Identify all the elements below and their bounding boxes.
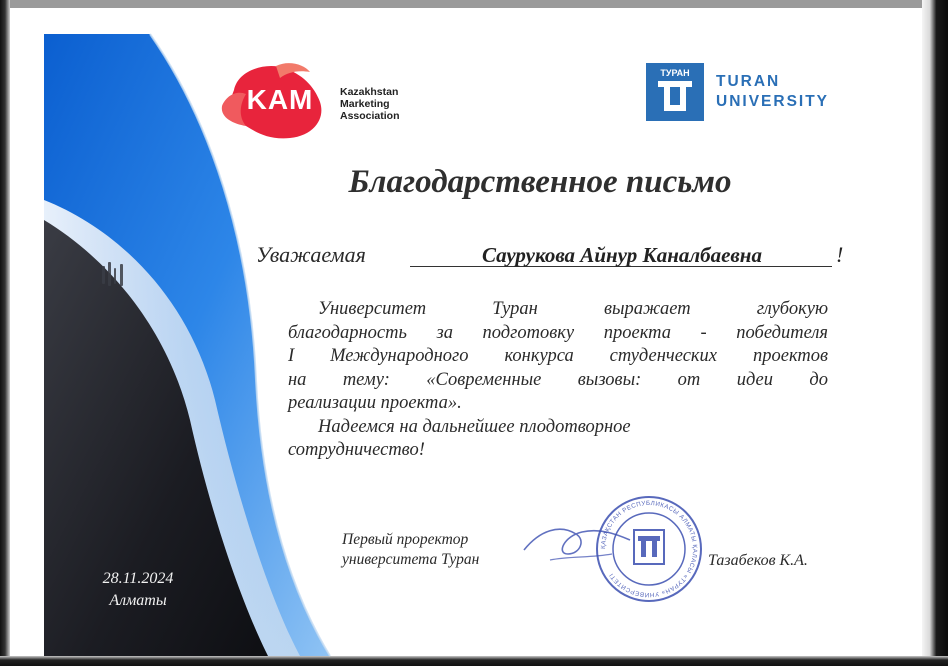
kam-org-line: Association <box>340 110 400 122</box>
greeting-exclamation: ! <box>836 242 844 267</box>
turan-university-name <box>716 72 829 112</box>
body-line: благодарность за подготовку проекта - победителя <box>288 322 828 343</box>
recipient-name: Саурукова Айнур Каналбаевна <box>482 243 762 267</box>
body-line: I Международного конкурса студенческих проектов <box>288 346 828 366</box>
kam-logo-abbr: KAM <box>246 84 314 115</box>
kam-org-line: Marketing <box>340 98 390 110</box>
signer-title-line: университета Туран <box>342 551 480 568</box>
svg-text:ҚАЗАҚСТАН РЕСПУБЛИКАСЫ АЛМАТЫ <box>600 500 698 598</box>
svg-text:ТУРАН: ТУРАН <box>660 68 690 78</box>
date-place-block <box>78 568 198 612</box>
official-seal-stamp <box>588 496 710 602</box>
turan-name-line: TURAN <box>716 73 781 90</box>
turan-university-logo-icon <box>646 63 704 121</box>
body-line: Университет Туран выражает глубокую <box>318 299 828 319</box>
issue-date: 28.11.2024 <box>102 570 174 587</box>
seal-text: ҚАЗАҚСТАН РЕСПУБЛИКАСЫ АЛМАТЫ ҚАЛАСЫ «ТУРАН» УНИВЕРСИТЕТІ <box>599 499 699 599</box>
issue-city: Алматы <box>109 592 167 609</box>
signer-name: Тазабеков К.А. <box>708 552 808 569</box>
letter-body <box>288 298 828 463</box>
kam-org-line: Kazakhstan <box>340 86 399 98</box>
greeting-salutation: Уважаемая <box>256 242 366 267</box>
letter-title: Благодарственное письмо <box>348 164 732 200</box>
kam-org-name <box>340 86 420 122</box>
body-line: реализации проекта». <box>288 393 462 413</box>
body-line: Надеемся на дальнейшее плодотворное <box>318 416 631 437</box>
signer-title <box>342 530 479 570</box>
signer-title-line: Первый проректор <box>342 531 469 548</box>
turan-name-line: UNIVERSITY <box>716 93 830 110</box>
body-line: сотрудничество! <box>288 440 425 460</box>
body-line: на тему: «Современные вызовы: от идеи до <box>288 369 828 390</box>
